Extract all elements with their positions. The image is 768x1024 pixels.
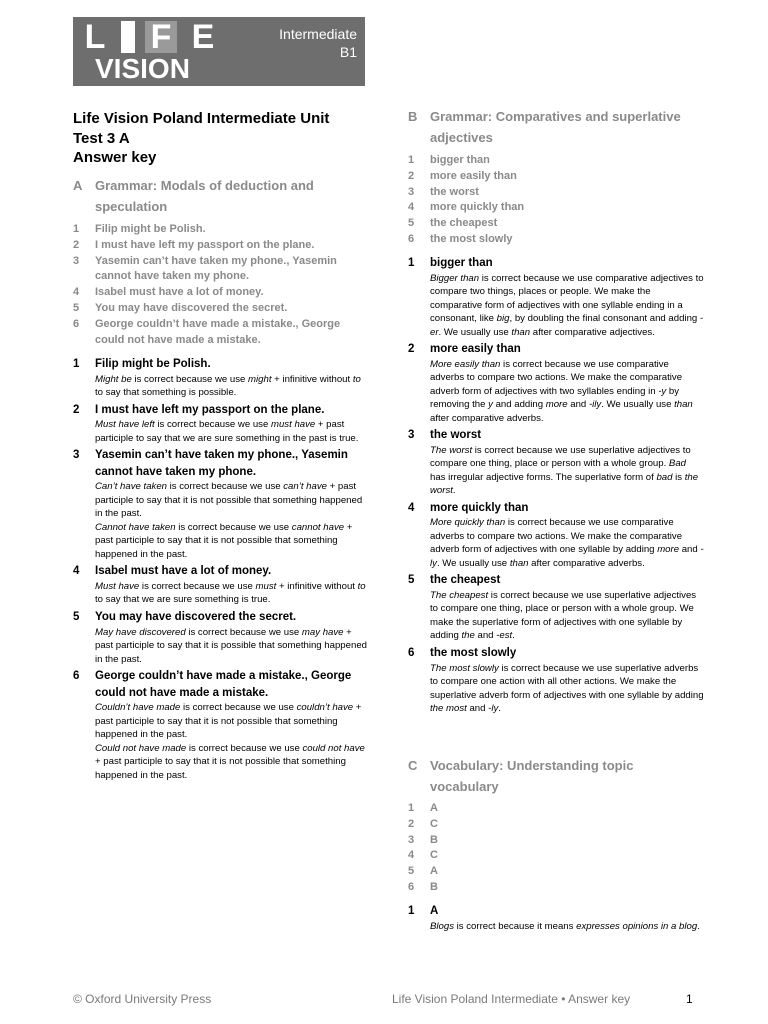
- explanation-body: [95, 402, 368, 446]
- explanation-answer: You may have discovered the secret.: [95, 610, 297, 623]
- explanation-text: Bigger than is correct because we use comparative adjectives to compare two things, places or people. We make the comparative form of adjectives with one syllable ending in a consonant, like big, by doubling the final consonant and adding -er. We usually use than after comparative adjectives.: [430, 272, 704, 338]
- section-b-explanations: [408, 255, 704, 718]
- explanation-text: Might be is correct because we use might + infinitive without to to say that something is possible.: [95, 373, 361, 399]
- explanation-number: 4: [408, 501, 415, 514]
- section-a-short-answers: [73, 222, 368, 348]
- explanation-text: More quickly than is correct because we use comparative adverbs to compare two actions. We make the comparative adverb form of adjectives with one syllable by adding more and -ly. We usually use than after comparative adverbs.: [430, 517, 704, 569]
- answer-number: 4: [408, 849, 415, 862]
- explanation-body: [430, 341, 704, 425]
- explanation-text: Must have left is correct because we use must have + past participle to say that we are sure something in the past is true.: [95, 419, 359, 444]
- explanation-body: [95, 356, 368, 400]
- explanation-number: 5: [73, 610, 80, 623]
- short-answer-row: [73, 238, 368, 254]
- short-answer-row: [408, 817, 704, 833]
- answer-text: more quickly than: [430, 201, 525, 214]
- short-answer-row: [73, 222, 368, 238]
- answer-text: the most slowly: [430, 232, 513, 245]
- section-letter: A: [73, 178, 83, 193]
- short-answer-row: [73, 254, 368, 286]
- explanation-item: [73, 563, 368, 607]
- explanation-body: [430, 903, 704, 933]
- explanation-item: [408, 341, 704, 425]
- explanation-text: The cheapest is correct because we use superlative adjectives to compare one thing, place or person with a whole group. We make the superlative form of adjectives with one syllable by adding the and -est.: [430, 589, 697, 642]
- answer-text: Isabel must have a lot of money.: [95, 286, 264, 299]
- logo-letter: [121, 21, 135, 53]
- explanation-text: The most slowly is correct because we use superlative adverbs to compare one action with all other actions. We make the superlative adverb form of adjectives with one syllable by adding the most and -ly.: [430, 662, 704, 715]
- explanation-item: [73, 447, 368, 561]
- explanation-text: Can’t have taken is correct because we use can’t have + past participle to say that it is not possible that something happened in the past. Cannot have taken is correct because we use cannot have + past participle to say that it is not possible that something happened in the past.: [95, 481, 363, 560]
- explanation-item: [408, 427, 704, 498]
- section-c-explanations: [408, 903, 704, 935]
- explanation-body: [95, 563, 368, 607]
- answer-text: George couldn’t have made a mistake., George could not have made a mistake.: [95, 317, 341, 346]
- short-answer-row: [408, 185, 704, 201]
- answer-number: 3: [408, 833, 415, 846]
- logo-letter: L: [84, 18, 106, 56]
- explanation-answer: Yasemin can’t have taken my phone., Yasemin cannot have taken my phone.: [95, 449, 348, 478]
- explanation-text: The worst is correct because we use superlative adjectives to compare one thing, place or person with a whole group. Bad has irregular adjective forms. The superlative form of bad is the worst.: [430, 444, 699, 497]
- answer-text: bigger than: [430, 154, 490, 166]
- title-line: Test 3 A: [73, 129, 130, 147]
- explanation-item: [73, 609, 368, 666]
- answer-number: 6: [73, 317, 80, 330]
- level-line: Intermediate: [279, 26, 357, 42]
- answer-number: 3: [408, 185, 415, 198]
- logo-life: [79, 18, 229, 56]
- explanation-number: 5: [408, 574, 415, 587]
- answer-text: B: [430, 833, 438, 846]
- answer-number: 1: [408, 802, 415, 814]
- answer-number: 6: [408, 232, 415, 245]
- answer-text: A: [430, 802, 438, 814]
- explanation-answer: the worst: [430, 429, 482, 442]
- explanation-item: [73, 668, 368, 782]
- explanation-item: [408, 572, 704, 643]
- explanation-answer: Isabel must have a lot of money.: [95, 565, 272, 578]
- explanation-answer: Filip might be Polish.: [95, 358, 211, 370]
- section-letter: B: [408, 109, 418, 124]
- explanation-answer: the cheapest: [430, 574, 501, 587]
- logo-vision: VISION: [95, 53, 190, 84]
- section-b-short-answers: [408, 153, 704, 248]
- answer-number: 4: [408, 201, 415, 214]
- explanation-number: 6: [408, 646, 415, 659]
- explanation-number: 2: [408, 343, 415, 356]
- explanation-number: 6: [73, 670, 80, 683]
- short-answer-row: [408, 833, 704, 849]
- section-title: Vocabulary: Understanding topic vocabulary: [430, 758, 634, 794]
- answer-text: C: [430, 849, 438, 862]
- explanation-body: [95, 609, 368, 666]
- short-answer-row: [408, 216, 704, 232]
- footer-doc-title: Life Vision Poland Intermediate • Answer key: [392, 992, 631, 1006]
- section-a-explanations: [73, 356, 368, 784]
- explanation-text: May have discovered is correct because we use may have + past participle to say that it is possible that something happened in the past.: [95, 626, 367, 665]
- explanation-body: [430, 572, 704, 643]
- answer-number: 6: [408, 880, 415, 893]
- short-answer-row: [73, 301, 368, 317]
- section-a-heading: [73, 175, 368, 217]
- section-c-heading: [408, 755, 704, 797]
- section-c-short-answers: [408, 801, 704, 896]
- explanation-number: 1: [408, 257, 415, 269]
- explanation-item: [408, 255, 704, 339]
- answer-text: the worst: [430, 185, 479, 198]
- answer-text: B: [430, 880, 438, 893]
- answer-number: 3: [73, 254, 80, 267]
- brand-banner: [73, 17, 365, 86]
- explanation-answer: I must have left my passport on the plane.: [95, 403, 325, 416]
- short-answer-row: [408, 864, 704, 880]
- explanation-body: [430, 427, 704, 498]
- explanation-number: 3: [73, 449, 80, 462]
- level-label: [279, 25, 357, 61]
- explanation-number: 1: [73, 358, 80, 370]
- answer-number: 5: [408, 865, 415, 878]
- explanation-body: [430, 645, 704, 716]
- explanation-number: 1: [408, 905, 415, 917]
- answer-number: 2: [408, 169, 415, 182]
- answer-text: the cheapest: [430, 217, 498, 230]
- short-answer-row: [408, 169, 704, 185]
- explanation-answer: A: [430, 905, 439, 917]
- logo-letter: E: [191, 18, 215, 56]
- answer-number: 4: [73, 286, 80, 299]
- answer-text: You may have discovered the secret.: [95, 301, 288, 314]
- answer-text: more easily than: [430, 169, 517, 182]
- section-letter: C: [408, 758, 418, 773]
- explanation-answer: the most slowly: [430, 646, 517, 659]
- footer-copyright: © Oxford University Press: [73, 992, 212, 1006]
- answer-text: A: [430, 865, 438, 878]
- answer-text: I must have left my passport on the plane.: [95, 238, 315, 251]
- title-line: Answer key: [73, 149, 157, 166]
- explanation-item: [73, 356, 368, 400]
- answer-number: 5: [408, 217, 415, 230]
- explanation-number: 3: [408, 429, 415, 442]
- short-answer-row: [408, 801, 704, 817]
- short-answer-row: [408, 232, 704, 248]
- answer-number: 5: [73, 301, 80, 314]
- page-title: [73, 109, 368, 168]
- explanation-answer: bigger than: [430, 257, 493, 269]
- explanation-body: [430, 255, 704, 339]
- answer-number: 2: [73, 238, 80, 251]
- short-answer-row: [408, 153, 704, 169]
- short-answer-row: [73, 285, 368, 301]
- explanation-item: [73, 402, 368, 446]
- explanation-answer: more easily than: [430, 343, 521, 356]
- explanation-item: [408, 645, 704, 716]
- answer-number: 2: [408, 817, 415, 830]
- explanation-number: 4: [73, 565, 80, 578]
- explanation-answer: more quickly than: [430, 501, 529, 514]
- explanation-item: [408, 500, 704, 571]
- explanation-text: Blogs is correct because it means expresses opinions in a blog.: [430, 920, 700, 932]
- answer-text: C: [430, 817, 438, 830]
- section-b-heading: [408, 106, 704, 148]
- explanation-text: Couldn’t have made is correct because we use couldn’t have + past participle to say that it is not possible that something happened in the past. Could not have made is correct because we use could not have + past participle to say that it is not possible that something happened in the past.: [95, 702, 365, 781]
- explanation-text: More easily than is correct because we use comparative adverbs to compare two actions. We make the comparative adverb form of adjectives with two syllables ending in -y by removing the y and adding more and -ily. We usually use than after comparative adverbs.: [430, 358, 693, 424]
- answer-number: 1: [73, 223, 80, 235]
- short-answer-row: [73, 317, 368, 349]
- answer-number: 1: [408, 154, 415, 166]
- level-line: B1: [339, 44, 357, 60]
- answer-text: Yasemin can’t have taken my phone., Yasemin cannot have taken my phone.: [95, 254, 337, 283]
- answer-text: Filip might be Polish.: [95, 223, 206, 235]
- explanation-item: [408, 903, 704, 933]
- section-title: Grammar: Comparatives and superlative adjectives: [430, 109, 681, 145]
- explanation-number: 2: [73, 403, 80, 416]
- explanation-body: [95, 447, 368, 561]
- explanation-body: [95, 668, 368, 782]
- short-answer-row: [408, 880, 704, 896]
- explanation-text: Must have is correct because we use must + infinitive without to to say that we are sure something is true.: [95, 580, 366, 606]
- logo-letter: F: [145, 21, 177, 53]
- explanation-answer: George couldn’t have made a mistake., George could not have made a mistake.: [95, 670, 352, 699]
- explanation-body: [430, 500, 704, 571]
- short-answer-row: [408, 200, 704, 216]
- title-line: Life Vision Poland Intermediate Unit: [73, 110, 330, 127]
- section-title: Grammar: Modals of deduction and speculation: [95, 178, 314, 214]
- page-number: 1: [686, 992, 693, 1006]
- short-answer-row: [408, 848, 704, 864]
